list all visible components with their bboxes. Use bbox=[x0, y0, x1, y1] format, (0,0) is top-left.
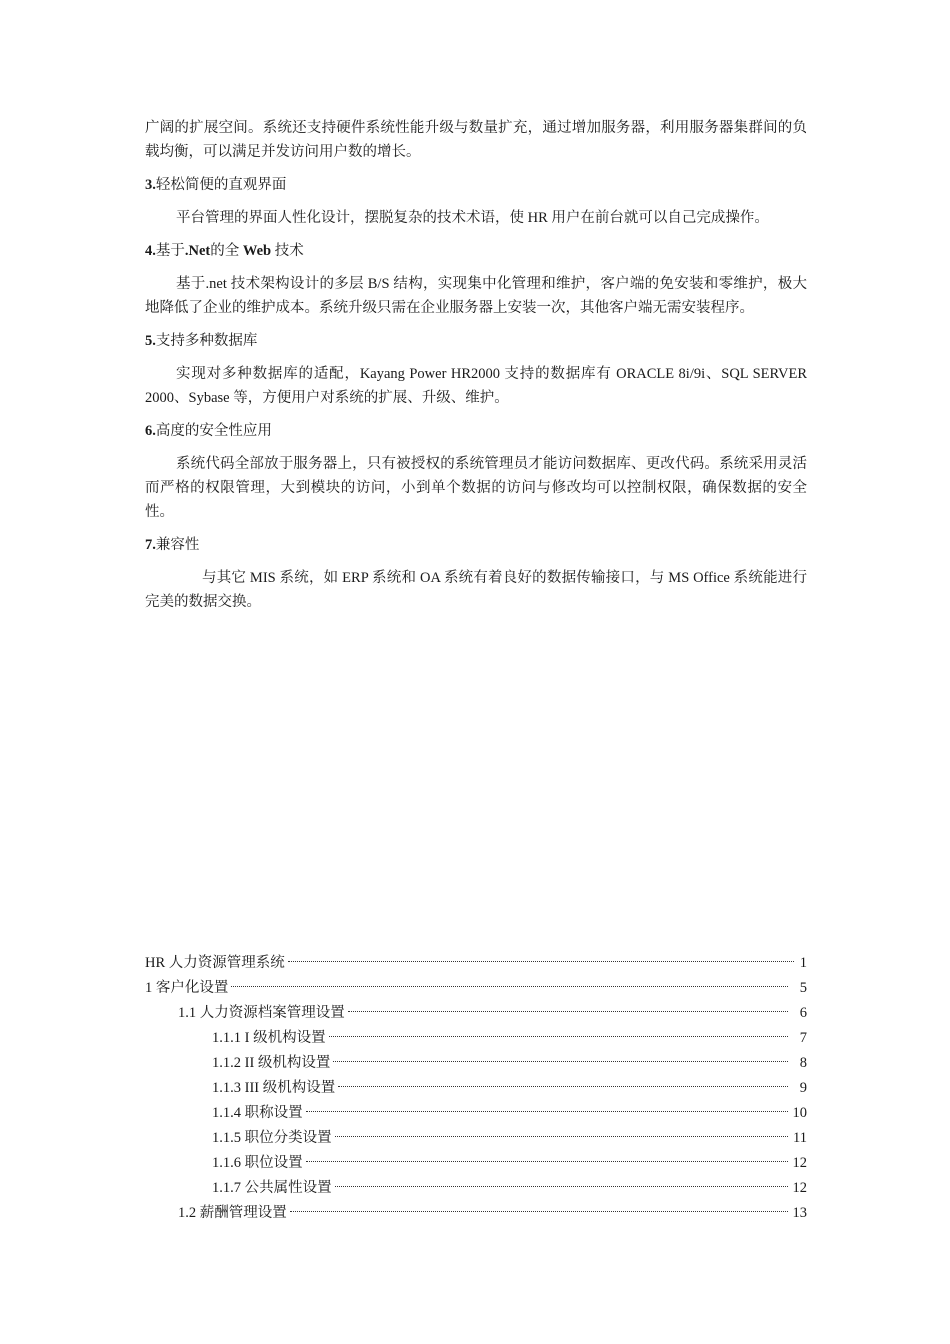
toc-entry-page: 8 bbox=[799, 1055, 807, 1071]
toc-entry[interactable] bbox=[145, 951, 807, 976]
section-number: 4. bbox=[145, 243, 156, 259]
toc-entry[interactable] bbox=[145, 976, 807, 1001]
toc-entry-title: 1.2 薪酬管理设置 bbox=[178, 1205, 287, 1221]
toc-dot-leader bbox=[306, 1161, 788, 1162]
toc-dot-leader bbox=[231, 986, 788, 987]
section-heading-4 bbox=[145, 239, 807, 263]
toc-entry-title: HR 人力资源管理系统 bbox=[145, 955, 285, 971]
toc-entry[interactable] bbox=[145, 1201, 807, 1226]
toc-entry[interactable] bbox=[145, 1101, 807, 1126]
table-of-contents bbox=[145, 951, 807, 1226]
toc-entry-page: 13 bbox=[792, 1205, 807, 1221]
section-title-part: 技术 bbox=[274, 243, 304, 259]
toc-entry-title: 1.1.1 I 级机构设置 bbox=[212, 1030, 326, 1046]
toc-entry-page: 1 bbox=[799, 955, 807, 971]
toc-entry[interactable] bbox=[145, 1026, 807, 1051]
toc-entry-title: 1.1.6 职位设置 bbox=[212, 1155, 303, 1171]
toc-entry-page: 11 bbox=[793, 1130, 807, 1146]
section-heading-7 bbox=[145, 533, 807, 557]
toc-entry[interactable] bbox=[145, 1126, 807, 1151]
intro-paragraph: 广阔的扩展空间。系统还支持硬件系统性能升级与数量扩充，通过增加服务器，利用服务器集群间的负载均衡，可以满足并发访问用户数的增长。 bbox=[145, 120, 807, 160]
toc-dot-leader bbox=[335, 1186, 788, 1187]
toc-entry-title: 1.1 人力资源档案管理设置 bbox=[178, 1005, 345, 1021]
toc-entry[interactable] bbox=[145, 1001, 807, 1026]
section-heading-6 bbox=[145, 419, 807, 443]
section-number: 5. bbox=[145, 333, 156, 349]
toc-dot-leader bbox=[306, 1111, 788, 1112]
toc-entry-title: 1.1.4 职称设置 bbox=[212, 1105, 303, 1121]
section-title-part: Web bbox=[239, 243, 275, 259]
section-number: 6. bbox=[145, 423, 156, 439]
section-body-7: 与其它 MIS 系统，如 ERP 系统和 OA 系统有着良好的数据传输接口，与 MS Office 系统能进行完美的数据交换。 bbox=[145, 570, 807, 610]
section-heading-5 bbox=[145, 329, 807, 353]
section-title-part: 的全 bbox=[210, 243, 240, 259]
toc-dot-leader bbox=[333, 1061, 788, 1062]
toc-entry-page: 10 bbox=[792, 1105, 807, 1121]
body-text bbox=[145, 116, 807, 623]
toc-dot-leader bbox=[338, 1086, 788, 1087]
section-body-6: 系统代码全部放于服务器上，只有被授权的系统管理员才能访问数据库、更改代码。系统采用灵活而严格的权限管理，大到模块的访问，小到单个数据的访问与修改均可以控制权限，确保数据的安全性。 bbox=[145, 456, 807, 520]
section-number: 7. bbox=[145, 537, 156, 553]
section-body-4: 基于.net 技术架构设计的多层 B/S 结构，实现集中化管理和维护，客户端的免安装和零维护，极大地降低了企业的维护成本。系统升级只需在企业服务器上安装一次，其他客户端无需安装程序。 bbox=[145, 276, 807, 316]
section-title: 轻松简便的直观界面 bbox=[155, 177, 287, 193]
toc-entry-page: 12 bbox=[792, 1155, 807, 1171]
section-title: 高度的安全性应用 bbox=[155, 423, 272, 439]
toc-entry-page: 9 bbox=[799, 1080, 807, 1096]
toc-entry-title: 1.1.7 公共属性设置 bbox=[212, 1180, 332, 1196]
toc-entry[interactable] bbox=[145, 1051, 807, 1076]
toc-entry-page: 6 bbox=[799, 1005, 807, 1021]
section-title-part: .Net bbox=[184, 243, 211, 259]
toc-entry-title: 1.1.3 III 级机构设置 bbox=[212, 1080, 336, 1096]
toc-entry[interactable] bbox=[145, 1176, 807, 1201]
section-number: 3. bbox=[145, 177, 156, 193]
section-title-part: 基于 bbox=[155, 243, 185, 259]
toc-entry-title: 1.1.5 职位分类设置 bbox=[212, 1130, 332, 1146]
toc-entry-title: 1 客户化设置 bbox=[145, 980, 229, 996]
toc-entry[interactable] bbox=[145, 1076, 807, 1101]
toc-dot-leader bbox=[290, 1211, 788, 1212]
toc-dot-leader bbox=[348, 1011, 788, 1012]
toc-entry-page: 12 bbox=[792, 1180, 807, 1196]
toc-entry-page: 5 bbox=[799, 980, 807, 996]
section-title: 兼容性 bbox=[155, 537, 200, 553]
section-body-5: 实现对多种数据库的适配，Kayang Power HR2000 支持的数据库有 ORACLE 8i/9i、SQL SERVER 2000、Sybase 等，方便用户对系统的扩展、升级、维护。 bbox=[145, 366, 807, 406]
toc-entry[interactable] bbox=[145, 1151, 807, 1176]
section-body-3: 平台管理的界面人性化设计，摆脱复杂的技术术语，使 HR 用户在前台就可以自己完成操作。 bbox=[176, 210, 769, 226]
toc-entry-title: 1.1.2 II 级机构设置 bbox=[212, 1055, 331, 1071]
toc-dot-leader bbox=[288, 961, 794, 962]
section-heading-3 bbox=[145, 173, 807, 197]
section-title: 支持多种数据库 bbox=[155, 333, 258, 349]
toc-entry-page: 7 bbox=[799, 1030, 807, 1046]
toc-dot-leader bbox=[329, 1036, 788, 1037]
toc-dot-leader bbox=[335, 1136, 788, 1137]
